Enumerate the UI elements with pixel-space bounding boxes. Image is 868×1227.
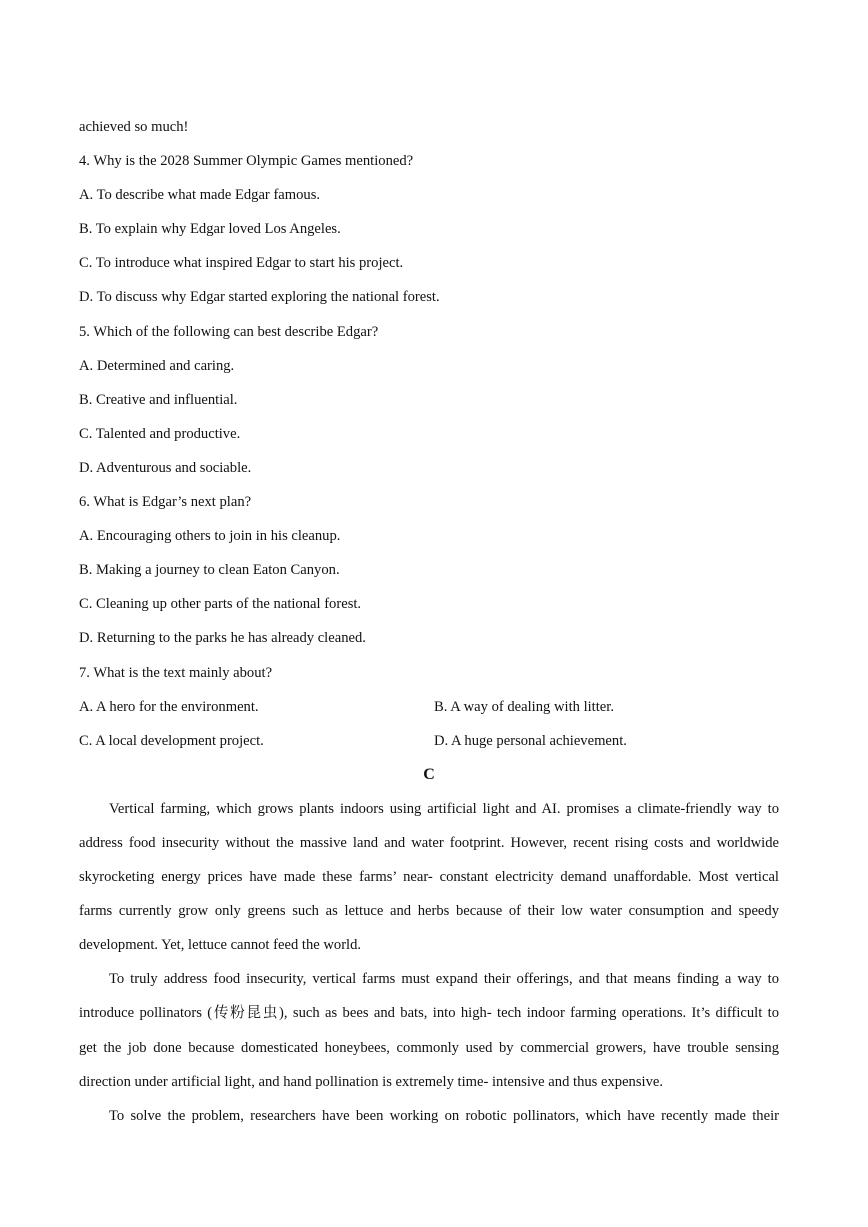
- question-stem: 6. What is Edgar’s next plan?: [79, 494, 252, 511]
- paragraph-line: get the job done because domesticated honeybees, commonly used by commercial growers, have trouble sensing: [79, 1039, 779, 1056]
- page-content: [79, 110, 779, 1133]
- passage-paragraph-1: [79, 792, 779, 962]
- option-b: B. Creative and influential.: [79, 391, 238, 408]
- section-heading: C: [423, 765, 435, 783]
- question-4: [79, 144, 779, 314]
- option-a: A. Encouraging others to join in his cleanup.: [79, 528, 341, 545]
- paragraph-line: direction under artificial light, and hand pollination is extremely time- intensive and thus expensive.: [79, 1073, 663, 1090]
- question-stem: 4. Why is the 2028 Summer Olympic Games mentioned?: [79, 153, 414, 170]
- options-row-1: [79, 690, 779, 724]
- paragraph-line: address food insecurity without the massive land and water footprint. However, recent rising costs and worldwide: [79, 834, 779, 851]
- paragraph-line: development. Yet, lettuce cannot feed the world.: [79, 937, 362, 954]
- passage-paragraph-2: [79, 962, 779, 1098]
- question-6: [79, 485, 779, 655]
- option-d: D. Adventurous and sociable.: [79, 459, 252, 476]
- question-stem: 7. What is the text mainly about?: [79, 664, 273, 681]
- paragraph-line: skyrocketing energy prices have made these farms’ near- constant electricity demand unaffordable. Most vertical: [79, 869, 779, 886]
- paragraph-line: To solve the problem, researchers have been working on robotic pollinators, which have recently made their: [109, 1107, 779, 1124]
- option-b: B. A way of dealing with litter.: [434, 698, 614, 715]
- option-d: D. To discuss why Edgar started exploring the national forest.: [79, 289, 440, 306]
- paragraph-line: To truly address food insecurity, vertical farms must expand their offerings, and that means finding a way to: [109, 971, 779, 988]
- continuation-text: achieved so much!: [79, 119, 189, 135]
- option-d: D. Returning to the parks he has already cleaned.: [79, 630, 366, 647]
- options-row-2: [79, 724, 779, 758]
- option-a: A. To describe what made Edgar famous.: [79, 187, 321, 204]
- paragraph-line: introduce pollinators (传粉昆虫), such as bees and bats, into high- tech indoor farming operations. It’s difficult to: [79, 1005, 779, 1022]
- option-a: A. Determined and caring.: [79, 357, 235, 374]
- option-d: D. A huge personal achievement.: [434, 732, 627, 749]
- question-stem: 5. Which of the following can best describe Edgar?: [79, 323, 379, 340]
- option-c: C. A local development project.: [79, 732, 264, 749]
- option-c: C. Talented and productive.: [79, 425, 241, 442]
- option-c: C. Cleaning up other parts of the national forest.: [79, 596, 362, 613]
- option-a: A. A hero for the environment.: [79, 698, 259, 715]
- question-7: [79, 656, 779, 758]
- passage-paragraph-3: [79, 1099, 779, 1133]
- option-b: B. Making a journey to clean Eaton Canyon.: [79, 562, 340, 579]
- option-b: B. To explain why Edgar loved Los Angeles.: [79, 221, 341, 238]
- option-c: C. To introduce what inspired Edgar to start his project.: [79, 255, 404, 272]
- paragraph-line: farms currently grow only greens such as lettuce and herbs because of their low water consumption and speedy: [79, 903, 779, 920]
- question-5: [79, 315, 779, 485]
- paragraph-line: Vertical farming, which grows plants indoors using artificial light and AI. promises a climate-friendly way to: [109, 800, 779, 817]
